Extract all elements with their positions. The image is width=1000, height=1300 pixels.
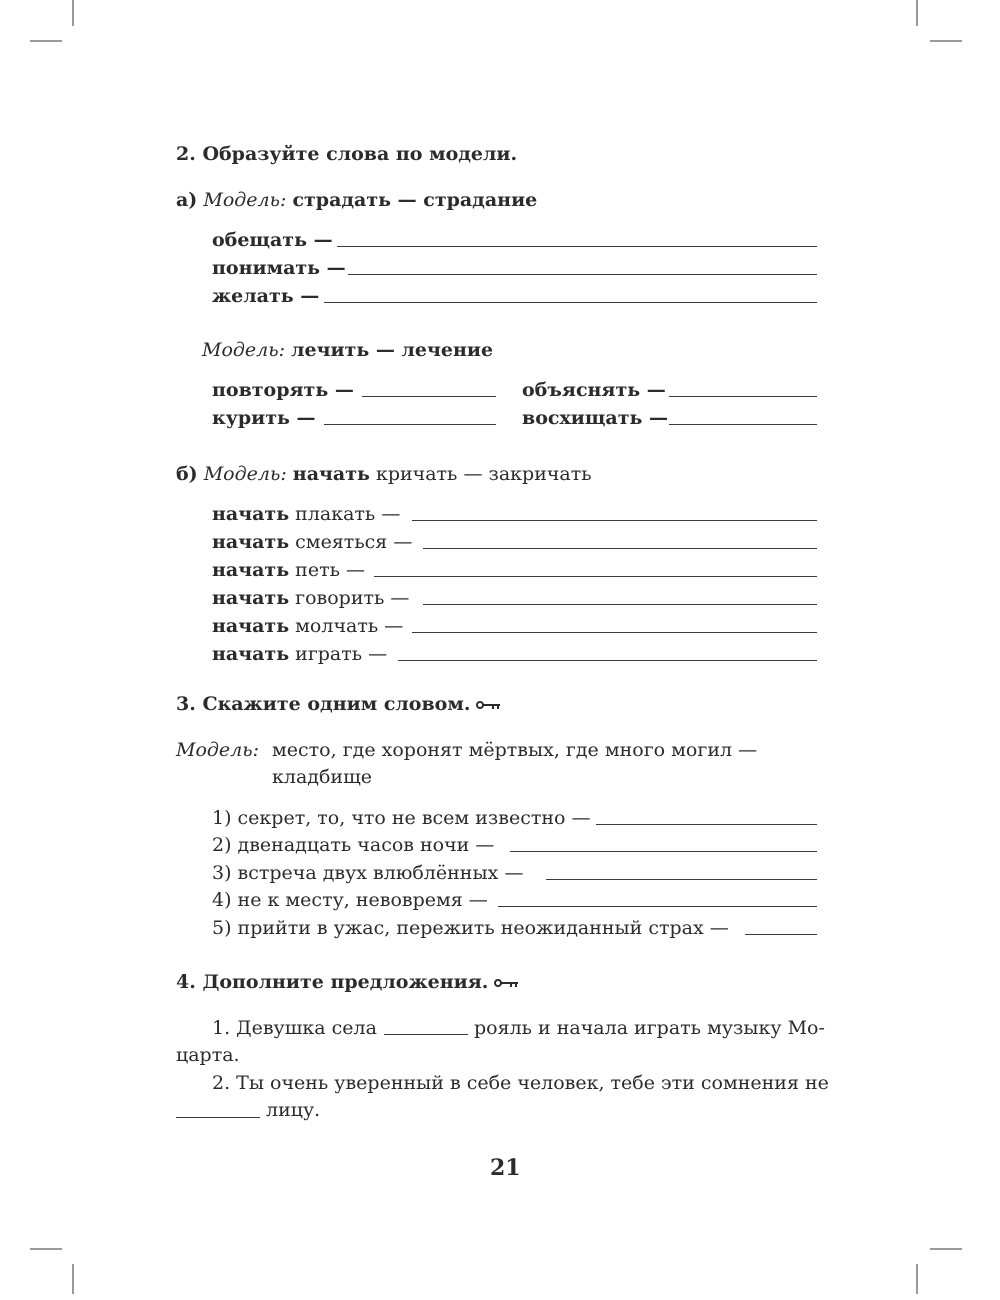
- sentence-2-end: лицу.: [266, 1099, 321, 1121]
- sentence-1-end: рояль и начала играть музыку Мо-: [474, 1017, 825, 1039]
- model-verb-bold: начать: [292, 463, 370, 485]
- infinitive: играть —: [295, 643, 388, 665]
- infinitive: смеяться —: [295, 531, 413, 553]
- part-a-prefix: а): [176, 189, 198, 211]
- exercise-2b-model: [176, 462, 592, 486]
- answer-line[interactable]: [498, 906, 817, 907]
- definition-item-4: 4) не к месту, невовремя —: [212, 889, 488, 911]
- exercise-4-title-text: 4. Дополните предложения.: [176, 971, 489, 993]
- model-example: лечить — лечение: [291, 339, 494, 361]
- nachat-word: начать: [212, 587, 290, 609]
- answer-line[interactable]: [324, 424, 496, 425]
- infinitive: молчать —: [295, 615, 404, 637]
- answer-line[interactable]: [596, 824, 817, 825]
- exercise-2a-model: [176, 188, 537, 212]
- crop-mark-bottom-left-horizontal: [30, 1248, 62, 1250]
- model-label: Модель:: [176, 739, 260, 761]
- word-obyasnyat: объяснять —: [522, 379, 666, 401]
- answer-line[interactable]: [412, 520, 817, 521]
- sentence-1-start: 1. Девушка села: [212, 1017, 377, 1039]
- model-answer: кладбище: [272, 766, 372, 788]
- key-icon: [494, 977, 520, 989]
- answer-line[interactable]: [745, 934, 817, 935]
- crop-mark-top-left-horizontal: [30, 40, 62, 42]
- model-label: Модель:: [203, 189, 287, 211]
- answer-line[interactable]: [337, 246, 817, 247]
- sentence-1-continuation: царта.: [176, 1044, 240, 1066]
- answer-line[interactable]: [384, 1034, 468, 1035]
- exercise-3-title-text: 3. Скажите одним словом.: [176, 693, 471, 715]
- crop-mark-bottom-right-vertical: [916, 1264, 918, 1294]
- model-label: Модель:: [203, 463, 287, 485]
- phrase-govorit: [212, 586, 409, 610]
- phrase-plakat: [212, 502, 400, 526]
- nachat-word: начать: [212, 503, 290, 525]
- key-icon: [476, 699, 502, 711]
- definition-item-1: 1) секрет, то, что не всем известно —: [212, 807, 591, 829]
- word-voskhishchat: восхищать —: [522, 407, 669, 429]
- answer-line[interactable]: [546, 879, 817, 880]
- page-number: 21: [490, 1155, 521, 1181]
- answer-line[interactable]: [398, 660, 817, 661]
- phrase-molchat: [212, 614, 403, 638]
- infinitive: плакать —: [295, 503, 401, 525]
- definition-item-3: 3) встреча двух влюблённых —: [212, 862, 524, 884]
- answer-line[interactable]: [510, 851, 817, 852]
- crop-mark-top-right-vertical: [916, 0, 918, 26]
- answer-line[interactable]: [176, 1117, 260, 1118]
- exercise-3-title: [176, 692, 502, 716]
- answer-line[interactable]: [412, 632, 817, 633]
- model-example: страдать — страдание: [292, 189, 538, 211]
- answer-line[interactable]: [423, 604, 817, 605]
- word-kurit: курить —: [212, 407, 316, 429]
- exercise-2-title: 2. Образуйте слова по модели.: [176, 143, 518, 165]
- model-label: Модель:: [202, 339, 286, 361]
- crop-mark-top-left-vertical: [72, 0, 74, 26]
- nachat-word: начать: [212, 615, 290, 637]
- crop-mark-bottom-left-vertical: [72, 1264, 74, 1294]
- answer-line[interactable]: [669, 396, 817, 397]
- crop-mark-top-right-horizontal: [930, 40, 962, 42]
- exercise-4-title: [176, 970, 520, 994]
- phrase-pet: [212, 558, 365, 582]
- sentence-2-start: 2. Ты очень уверенный в себе человек, тебе эти сомнения не: [212, 1072, 829, 1094]
- nachat-word: начать: [212, 559, 290, 581]
- nachat-word: начать: [212, 531, 290, 553]
- answer-line[interactable]: [362, 396, 496, 397]
- answer-line[interactable]: [374, 576, 817, 577]
- answer-line[interactable]: [669, 424, 817, 425]
- model-example: кричать — закричать: [375, 463, 592, 485]
- answer-line[interactable]: [423, 548, 817, 549]
- answer-line[interactable]: [348, 274, 817, 275]
- model-definition: место, где хоронят мёртвых, где много могил —: [272, 739, 758, 761]
- answer-line[interactable]: [324, 302, 817, 303]
- word-ponimat: понимать —: [212, 257, 346, 279]
- infinitive: говорить —: [295, 587, 410, 609]
- definition-item-2: 2) двенадцать часов ночи —: [212, 834, 495, 856]
- nachat-word: начать: [212, 643, 290, 665]
- word-obeshchat: обещать —: [212, 229, 333, 251]
- phrase-igrat: [212, 642, 387, 666]
- part-b-prefix: б): [176, 463, 198, 485]
- word-povtoryat: повторять —: [212, 379, 354, 401]
- exercise-2a-model-2: [202, 338, 493, 362]
- crop-mark-bottom-right-horizontal: [930, 1248, 962, 1250]
- definition-item-5: 5) прийти в ужас, пережить неожиданный страх —: [212, 917, 729, 939]
- word-zhelat: желать —: [212, 285, 320, 307]
- phrase-smeyatsya: [212, 530, 412, 554]
- infinitive: петь —: [295, 559, 365, 581]
